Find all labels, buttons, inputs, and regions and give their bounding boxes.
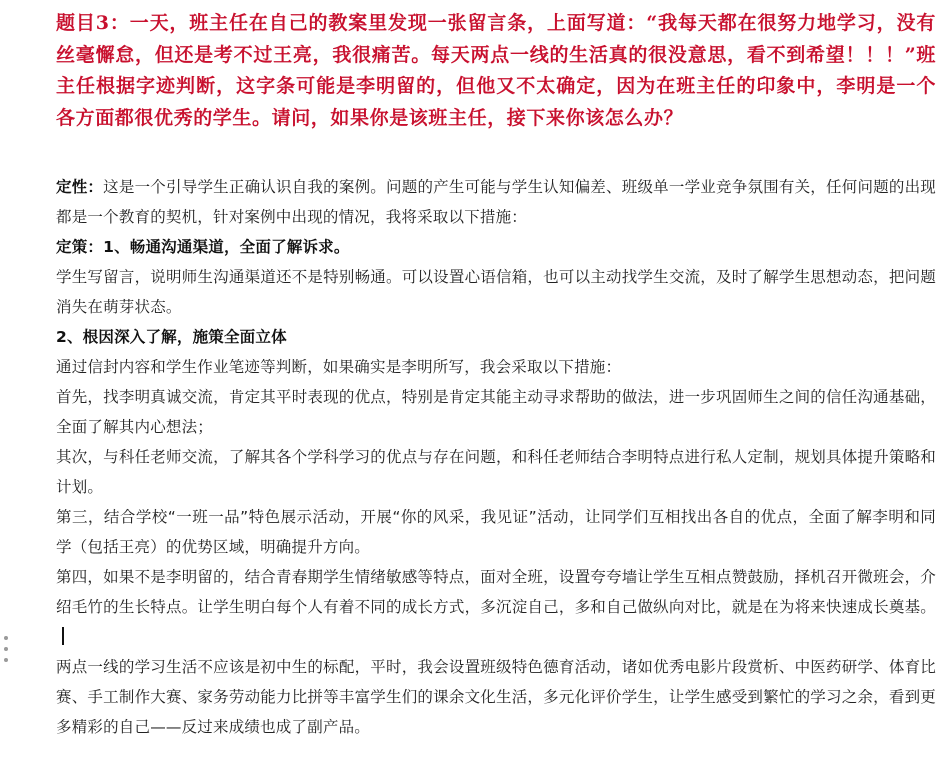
dingce-heading: 定策：1、畅通沟通渠道，全面了解诉求。 [56, 238, 350, 256]
handle-dot [4, 647, 8, 651]
drag-handle-icon[interactable] [3, 636, 9, 662]
text-caret-icon [62, 627, 64, 645]
paragraph-second-step: 其次，与科任老师交流，了解其各个学科学习的优点与存在问题，和科任老师结合李明特点进行私人定制，规划具体提升策略和计划。 [56, 448, 936, 496]
paragraph-conclusion: 两点一线的学习生活不应该是初中生的标配，平时，我会设置班级特色德育活动，诸如优秀电影片段赏析、中医药研学、体育比赛、手工制作大赛、家务劳动能力比拼等丰富学生们的课余文化生活，多元化评价学生，让学生感受到繁忙的学习之余，看到更多精彩的自己——反过来成绩也成了副产品。 [56, 658, 936, 736]
paragraph-fourth-step-text: 第四，如果不是李明留的，结合青春期学生情绪敏感等特点，面对全班，设置夸夸墙让学生互相点赞鼓励，择机召开微班会，介绍毛竹的生长特点。让学生明白每个人有着不同的成长方式，多沉淀自己，多和自己做纵向对比，就是在为将来快速成长奠基。 [56, 568, 936, 616]
paragraph-third-step: 第三，结合学校“一班一品”特色展示活动，开展“你的风采，我见证”活动，让同学们互相找出各自的优点，全面了解李明和同学（包括王亮）的优势区域，明确提升方向。 [56, 508, 936, 556]
paragraph-handwriting-check: 通过信封内容和学生作业笔迹等判断，如果确实是李明所写，我会采取以下措施： [56, 358, 622, 376]
dingxing-label: 定性： [56, 178, 104, 196]
handle-dot [4, 658, 8, 662]
paragraph-first-step: 首先，找李明真诚交流，肯定其平时表现的优点，特别是肯定其能主动寻求帮助的做法，进一步巩固师生之间的信任沟通基础，全面了解其内心想法； [56, 388, 936, 436]
dingxing-text: 这是一个引导学生正确认识自我的案例。问题的产生可能与学生认知偏差、班级单一学业竞争氛围有关，任何问题的出现都是一个教育的契机，针对案例中出现的情况，我将采取以下措施： [56, 178, 936, 226]
paragraph-fourth-step [56, 562, 936, 652]
dingxing-paragraph [56, 172, 936, 232]
handle-dot [4, 636, 8, 640]
answer-body[interactable] [56, 172, 936, 742]
question-prompt: 题目3：一天，班主任在自己的教案里发现一张留言条，上面写道：“我每天都在很努力地学习，没有丝毫懈怠，但还是考不过王亮，我很痛苦。每天两点一线的生活真的很没意思，看不到希望！！！”班主任根据字迹判断，这字条可能是李明留的，但他又不太确定，因为在班主任的印象中，李明是一个各方面都很优秀的学生。请问，如果你是该班主任，接下来你该怎么办？ [56, 12, 936, 129]
paragraph-communication: 学生写留言，说明师生沟通渠道还不是特别畅通。可以设置心语信箱，也可以主动找学生交流，及时了解学生思想动态，把问题消失在萌芽状态。 [56, 268, 936, 316]
heading-root-cause: 2、根因深入了解，施策全面立体 [56, 328, 287, 346]
